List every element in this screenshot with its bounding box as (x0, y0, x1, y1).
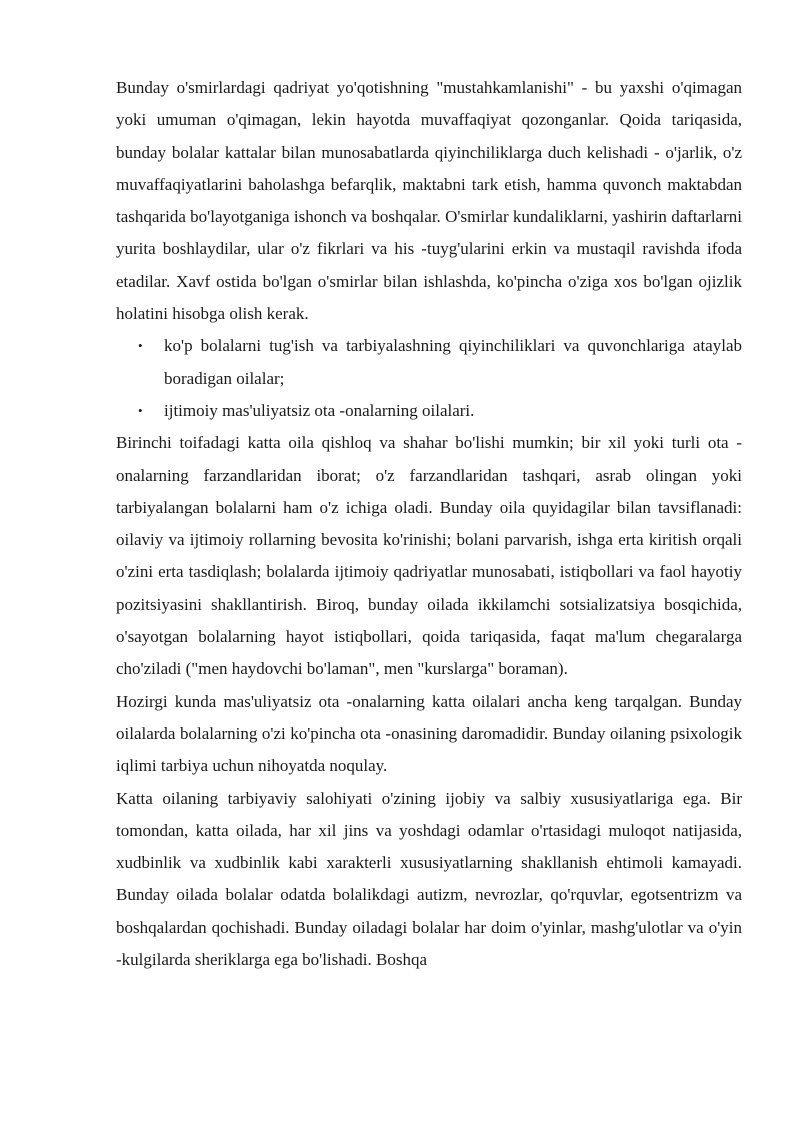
paragraph-educational-potential: Katta oilaning tarbiyaviy salohiyati o'zining ijobiy va salbiy xususiyatlariga ega. Bir tomondan, katta oilada, har xil jins va yoshdagi odamlar o'rtasidagi muloqot natijasida, xudbinlik va xudbinlik kabi xarakterli xususiyatlarning shakllanish ehtimoli kamayadi. Bunday oilada bolalar odatda bolalikdagi autizm, nevrozlar, qo'rquvlar, egotsentrizm va boshqalardan qochishadi. Bunday oiladagi bolalar har doim o'yinlar, mashg'ulotlar va o'yin -kulgilarda sheriklarga ega bo'lishadi. Boshqa (116, 788, 742, 970)
list-item (116, 330, 742, 395)
document-page (116, 72, 742, 976)
bullet-icon: • (138, 402, 143, 418)
bullet-icon: • (138, 338, 143, 354)
family-types-list (116, 330, 742, 427)
list-item-text: ijtimoiy mas'uliyatsiz ota -onalarning oilalari. (164, 400, 475, 420)
list-item (116, 395, 742, 427)
paragraph-first-category: Birinchi toifadagi katta oila qishloq va shahar bo'lishi mumkin; bir xil yoki turli ota -onalarning farzandlaridan iborat; o'z farzandlaridan tashqari, asrab olingan yoki tarbiyalangan bolalarni ham o'z ichiga oladi. Bunday oila quyidagilar bilan tavsiflanadi: oilaviy va ijtimoiy rollarning bevosita ko'rinishi; bolani parvarish, ishga erta kiritish orqali o'zini erta tasdiqlash; bolalarda ijtimoiy qadriyatlar munosabati, istiqbollari va faol hayotiy pozitsiyasini shakllantirish. Biroq, bunday oilada ikkilamchi sotsializatsiya bosqichida, o'sayotgan bolalarning hayot istiqbollari, qoida tariqasida, faqat ma'lum chegaralarga cho'ziladi ("men haydovchi bo'laman", men "kurslarga" boraman). (116, 433, 742, 679)
paragraph-irresponsible-parents: Hozirgi kunda mas'uliyatsiz ota -onalarning katta oilalari ancha keng tarqalgan. Bunday oilalarda bolalarning o'zi ko'pincha ota -onasining daromadidir. Bunday oilaning psixologik iqlimi tarbiya uchun nihoyatda noqulay. (116, 691, 742, 776)
list-item-text: ko'p bolalarni tug'ish va tarbiyalashning qiyinchiliklari va quvonchlariga ataylab boradigan oilalar; (164, 336, 742, 388)
paragraph-intro: Bunday o'smirlardagi qadriyat yo'qotishning "mustahkamlanishi" - bu yaxshi o'qimagan yoki umuman o'qimagan, lekin hayotda muvaffaqiyat qozonganlar. Qoida tariqasida, bunday bolalar kattalar bilan munosabatlarda qiyinchiliklarga duch kelishadi - o'jarlik, o'z muvaffaqiyatlarini baholashga befarqlik, maktabni tark etish, hamma quvonch maktabdan tashqarida bo'layotganiga ishonch va boshqalar. O'smirlar kundaliklarni, yashirin daftarlarni yurita boshlaydilar, ular o'z fikrlari va his -tuyg'ularini erkin va mustaqil ravishda ifoda etadilar. Xavf ostida bo'lgan o'smirlar bilan ishlashda, ko'pincha o'ziga xos bo'lgan ojizlik holatini hisobga olish kerak. (116, 78, 742, 324)
